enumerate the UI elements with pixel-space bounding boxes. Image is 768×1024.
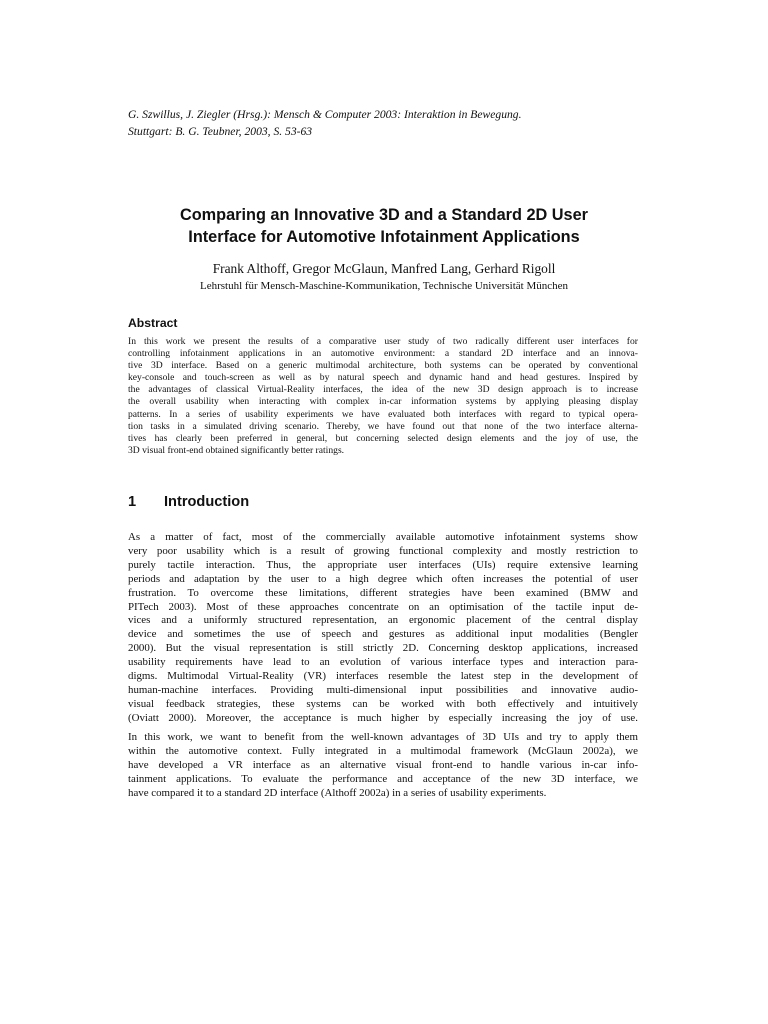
abstract-text xyxy=(128,336,638,457)
introduction-paragraph-1 xyxy=(128,531,638,726)
abstract-line: the overall usability when interacting with complex in-car information systems by applying pleasing display xyxy=(128,396,638,408)
author-list: Frank Althoff, Gregor McGlaun, Manfred Lang, Gerhard Rigoll xyxy=(212,261,556,276)
abstract-line: tives has clearly been preferred in general, but concerning selected design elements and the joy of use, the xyxy=(128,432,638,444)
paragraph-line: within the automotive context. Fully integrated in a multimodal framework (McGlaun 2002a), we xyxy=(128,744,638,757)
paragraph-line: have compared it to a standard 2D interface (Althoff 2002a) in a series of usability experiments. xyxy=(128,786,547,799)
paragraph-line: 2000). But the visual representation is still strictly 2D. Concerning desktop applications, increased xyxy=(128,642,638,655)
paragraph-line: PITech 2003). Most of these approaches concentrate on an optimisation of the tactile input de- xyxy=(128,600,638,613)
paragraph-line: digms. Multimodal Virtual-Reality (VR) interfaces resemble the latest step in the development of xyxy=(128,670,638,683)
paragraph-line: frustration. To overcome these limitations, different strategies have been examined (BMW and xyxy=(128,586,638,599)
paragraph-line: (Oviatt 2000). Moreover, the acceptance is much higher by especially increasing the joy of use. xyxy=(128,711,638,724)
abstract-line: 3D visual front-end obtained significantly better ratings. xyxy=(128,444,345,456)
paragraph-line: periods and adaptation by the user to a high degree which often increases the potential of user xyxy=(128,572,638,585)
section-title: Introduction xyxy=(164,494,250,510)
author-affiliation: Lehrstuhl für Mensch-Maschine-Kommunikation, Technische Universität München xyxy=(199,280,569,292)
section-heading-introduction xyxy=(128,492,249,512)
introduction-paragraph-2 xyxy=(128,731,638,801)
paper-title xyxy=(118,204,650,248)
paragraph-line: have developed a VR interface as an alternative visual front-end to handle various in-car info- xyxy=(128,758,638,771)
paragraph-line: device and sometimes the use of speech and gestures as additional input modalities (Bengler xyxy=(128,628,638,641)
abstract-line: In this work we present the results of a comparative user study of two radically different user interfaces for xyxy=(128,336,638,347)
citation-header xyxy=(128,106,648,140)
abstract-line: controlling infotainment applications in an automotive environment: a standard 2D interface and an innova- xyxy=(128,348,638,360)
abstract-line: tive 3D interface. Based on a generic multimodal architecture, both systems can be operated by conventional xyxy=(128,360,638,372)
paper-title-line: Interface for Automotive Infotainment Applications xyxy=(188,228,580,246)
citation-line: G. Szwillus, J. Ziegler (Hrsg.): Mensch & Computer 2003: Interaktion in Bewegung. xyxy=(128,108,522,121)
paragraph-line: vices and a uniformly structured representation, an ergonomic placement of the central display xyxy=(128,614,638,627)
section-number: 1 xyxy=(128,494,137,510)
abstract-line: the advantages of classical Virtual-Reality interfaces, the idea of the new 3D design approach is to increase xyxy=(128,384,638,396)
paragraph-line: human-machine interfaces. Providing multi-dimensional input possibilities and innovative audio- xyxy=(128,683,638,696)
paragraph-line: very poor usability which is a result of growing functional complexity and mostly restriction to xyxy=(128,544,638,557)
paragraph-line: purely tactile interaction. Thus, the appropriate user interfaces (UIs) require extensive learning xyxy=(128,558,638,571)
paper-title-line: Comparing an Innovative 3D and a Standard 2D User xyxy=(179,206,589,224)
paragraph-line: In this work, we want to benefit from the well-known advantages of 3D UIs and try to apply them xyxy=(128,731,638,743)
abstract-heading: Abstract xyxy=(128,316,178,330)
paragraph-line: As a matter of fact, most of the commercially available automotive infotainment systems show xyxy=(128,531,638,543)
paragraph-line: tainment applications. To evaluate the performance and acceptance of the new 3D interface, we xyxy=(128,772,638,785)
abstract-line: patterns. In a series of usability experiments we have evaluated both interfaces with regard to typical opera- xyxy=(128,408,638,420)
paragraph-line: usability requirements have lead to an evolution of various interface types and interaction para- xyxy=(128,656,638,669)
abstract-line: tion tasks in a simulated driving scenario. Thereby, we have found out that none of the two interface alterna- xyxy=(128,420,638,432)
paragraph-line: visual feedback strategies, these systems can be worked with both effectively and intuitively xyxy=(128,697,638,710)
citation-line: Stuttgart: B. G. Teubner, 2003, S. 53-63 xyxy=(128,125,313,138)
abstract-line: key-console and touch-screen as well as by natural speech and dynamic hand and head gestures. Inspired by xyxy=(128,372,638,384)
